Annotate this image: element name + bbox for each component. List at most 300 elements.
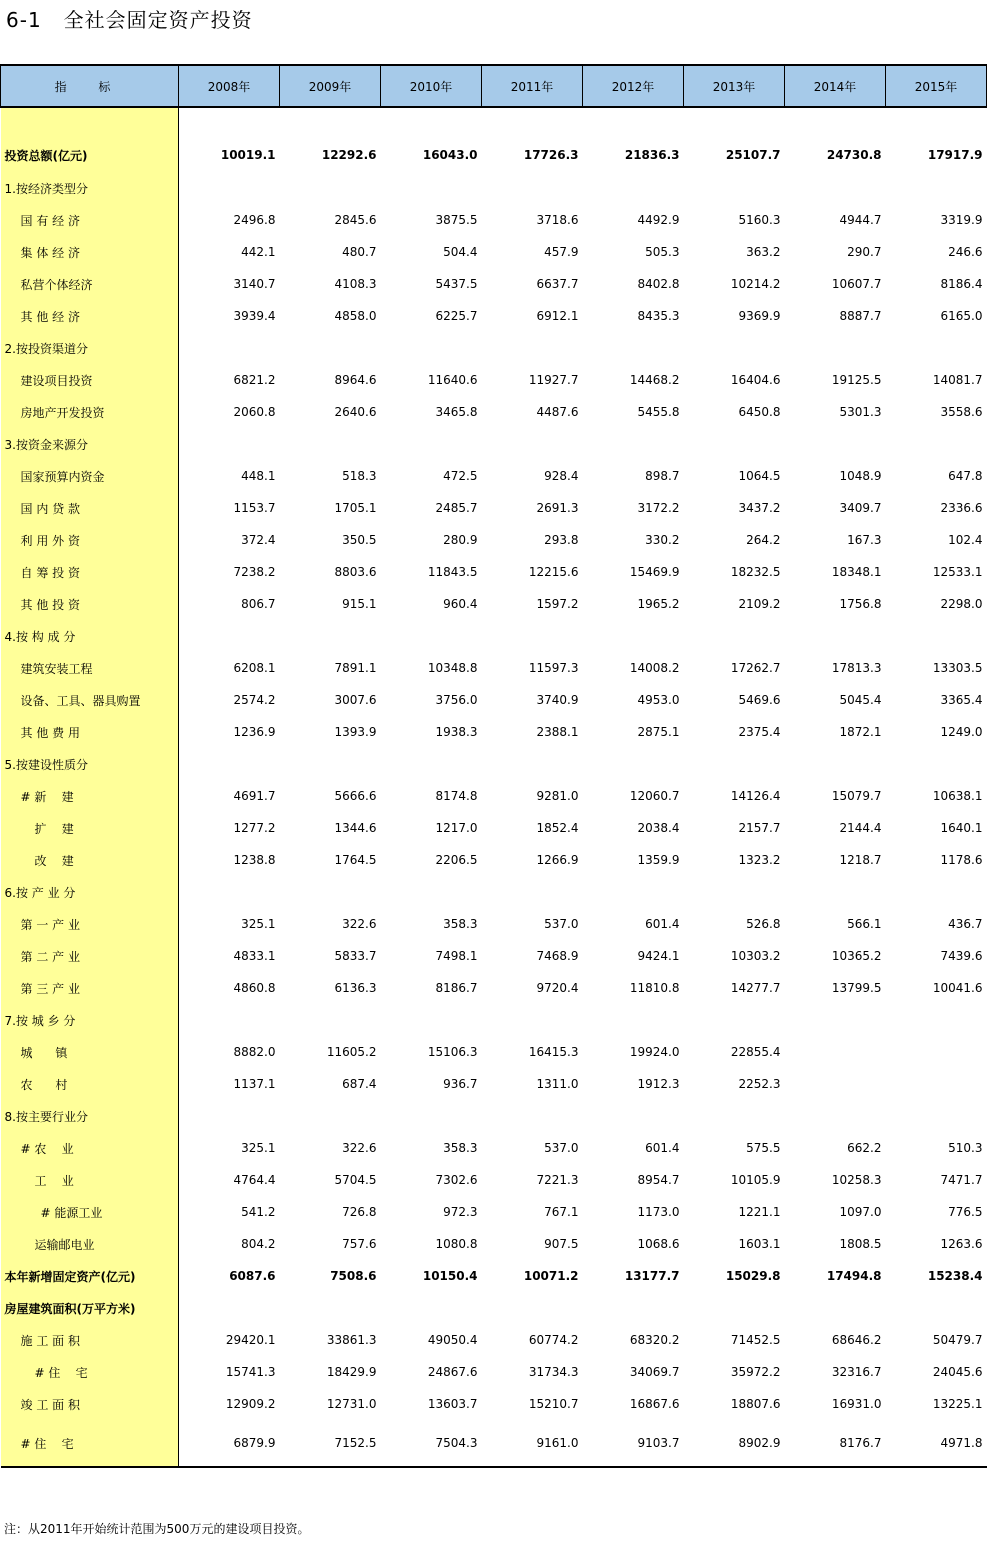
row-value: 7891.1 [334, 661, 377, 675]
row-value [583, 1292, 684, 1324]
spacer-row [1, 107, 987, 138]
row-value: 32316.7 [831, 1365, 882, 1379]
row-value: 17917.9 [927, 148, 983, 162]
table-row [1, 652, 987, 684]
row-value: 6165.0 [940, 309, 983, 323]
row-label: 第 三 产 业 [1, 972, 179, 1004]
row-value: 12060.7 [629, 789, 680, 803]
row-value: 4764.4 [233, 1173, 276, 1187]
row-value: 1640.1 [940, 821, 983, 835]
row-value [179, 1004, 280, 1036]
row-value: 2206.5 [435, 853, 478, 867]
row-value: 2252.3 [738, 1077, 781, 1091]
row-value: 9720.4 [536, 981, 579, 995]
row-value: 10105.9 [730, 1173, 781, 1187]
header-indicator: 指 标 [1, 65, 179, 107]
row-value: 5301.3 [839, 405, 882, 419]
row-value: 2388.1 [536, 725, 579, 739]
row-value: 7498.1 [435, 949, 478, 963]
row-value: 16043.0 [422, 148, 478, 162]
row-value: 5160.3 [738, 213, 781, 227]
row-value [886, 876, 987, 908]
row-value: 1097.0 [839, 1205, 882, 1219]
row-value [381, 172, 482, 204]
row-value: 7508.6 [330, 1269, 377, 1283]
row-label: 建设项目投资 [1, 364, 179, 396]
row-label: 房地产开发投资 [1, 396, 179, 428]
table-row [1, 428, 987, 460]
row-value: 6087.6 [229, 1269, 276, 1283]
row-value: 5045.4 [839, 693, 882, 707]
row-value [381, 332, 482, 364]
row-value: 358.3 [443, 917, 478, 931]
row-value [179, 172, 280, 204]
table-body [1, 107, 987, 1467]
row-value: 1965.2 [637, 597, 680, 611]
row-value [381, 876, 482, 908]
spacer-cell [280, 107, 381, 138]
header-year: 2010年 [381, 65, 482, 107]
row-value: 6879.9 [179, 1420, 280, 1467]
row-value: 5455.8 [637, 405, 680, 419]
row-value: 24045.6 [932, 1365, 983, 1379]
row-value: 541.2 [241, 1205, 276, 1219]
table-row [1, 844, 987, 876]
row-value [886, 1292, 987, 1324]
row-value: 3437.2 [738, 501, 781, 515]
row-value: 8435.3 [637, 309, 680, 323]
row-value: 3465.8 [435, 405, 478, 419]
row-label: 国 内 贷 款 [1, 492, 179, 524]
table-row [1, 138, 987, 172]
row-value [280, 620, 381, 652]
row-value: 13799.5 [831, 981, 882, 995]
row-value: 68320.2 [629, 1333, 680, 1347]
row-value: 1323.2 [738, 853, 781, 867]
row-value: 7302.6 [435, 1173, 478, 1187]
row-label: 本年新增固定资产(亿元) [1, 1260, 179, 1292]
row-value: 3319.9 [940, 213, 983, 227]
row-value [280, 748, 381, 780]
row-label: 1.按经济类型分 [1, 172, 179, 204]
row-value: 575.5 [746, 1141, 781, 1155]
row-value: 13303.5 [932, 661, 983, 675]
investment-table [0, 64, 987, 1468]
row-value: 2109.2 [738, 597, 781, 611]
row-value: 960.4 [443, 597, 478, 611]
row-value: 10041.6 [932, 981, 983, 995]
header-year: 2008年 [179, 65, 280, 107]
row-value: 4691.7 [233, 789, 276, 803]
row-value: 2157.7 [738, 821, 781, 835]
row-value [179, 620, 280, 652]
row-label: 2.按投资渠道分 [1, 332, 179, 364]
row-label: 设备、工具、器具购置 [1, 684, 179, 716]
row-value: 14126.4 [730, 789, 781, 803]
row-value: 17726.3 [523, 148, 579, 162]
row-value: 16867.6 [629, 1397, 680, 1411]
row-value [684, 428, 785, 460]
row-label: 房屋建筑面积(万平方米) [1, 1292, 179, 1324]
row-value: 1808.5 [839, 1237, 882, 1251]
row-value: 1236.9 [233, 725, 276, 739]
header-year: 2013年 [684, 65, 785, 107]
row-value [583, 748, 684, 780]
row-value [280, 1292, 381, 1324]
row-value: 4971.8 [886, 1420, 987, 1467]
row-label: 工 业 [1, 1164, 179, 1196]
row-value: 6208.1 [233, 661, 276, 675]
row-value: 15029.8 [725, 1269, 781, 1283]
row-value: 33861.3 [326, 1333, 377, 1347]
row-value: 5437.5 [435, 277, 478, 291]
row-value: 15238.4 [927, 1269, 983, 1283]
table-row [1, 940, 987, 972]
row-label: 竣 工 面 积 [1, 1388, 179, 1420]
row-value: 3172.2 [637, 501, 680, 515]
row-value: 7238.2 [233, 565, 276, 579]
table-row [1, 1388, 987, 1420]
row-value [179, 1100, 280, 1132]
table-row [1, 1100, 987, 1132]
row-label: 其 他 费 用 [1, 716, 179, 748]
row-value: 16931.0 [831, 1397, 882, 1411]
row-value: 50479.7 [932, 1333, 983, 1347]
row-value [785, 1036, 886, 1068]
row-value: 11927.7 [528, 373, 579, 387]
row-value [583, 332, 684, 364]
row-value: 601.4 [645, 1141, 680, 1155]
row-value: 767.1 [544, 1205, 579, 1219]
row-value: 4492.9 [637, 213, 680, 227]
row-value: 13603.7 [427, 1397, 478, 1411]
row-value: 4860.8 [233, 981, 276, 995]
row-value: 31734.3 [528, 1365, 579, 1379]
row-label: 5.按建设性质分 [1, 748, 179, 780]
row-value [482, 748, 583, 780]
row-value: 537.0 [544, 917, 579, 931]
row-value [886, 1068, 987, 1100]
row-value [482, 332, 583, 364]
row-value: 804.2 [241, 1237, 276, 1251]
row-value: 19125.5 [831, 373, 882, 387]
row-value: 18429.9 [326, 1365, 377, 1379]
row-value: 9281.0 [536, 789, 579, 803]
row-value: 7221.3 [536, 1173, 579, 1187]
row-value: 10019.1 [220, 148, 276, 162]
row-value: 10258.3 [831, 1173, 882, 1187]
row-value: 1603.1 [738, 1237, 781, 1251]
row-value: 928.4 [544, 469, 579, 483]
row-value [886, 332, 987, 364]
table-row [1, 396, 987, 428]
row-value: 325.1 [241, 917, 276, 931]
row-value [785, 332, 886, 364]
row-value: 11640.6 [427, 373, 478, 387]
table-row [1, 1036, 987, 1068]
row-value: 518.3 [342, 469, 377, 483]
row-label: 扩 建 [1, 812, 179, 844]
row-label: 运输邮电业 [1, 1228, 179, 1260]
row-value: 2496.8 [233, 213, 276, 227]
row-value: 537.0 [544, 1141, 579, 1155]
row-value: 9103.7 [583, 1420, 684, 1467]
row-label: 其 他 投 资 [1, 588, 179, 620]
row-value: 15210.7 [528, 1397, 579, 1411]
spacer-cell [482, 107, 583, 138]
row-value: 167.3 [847, 533, 882, 547]
row-value: 2298.0 [940, 597, 983, 611]
row-value: 10348.8 [427, 661, 478, 675]
row-value [583, 620, 684, 652]
row-value: 1048.9 [839, 469, 882, 483]
row-value: 8176.7 [785, 1420, 886, 1467]
row-value: 6912.1 [536, 309, 579, 323]
spacer-cell [785, 107, 886, 138]
row-value [482, 620, 583, 652]
row-value: 1344.6 [334, 821, 377, 835]
row-value: 71452.5 [730, 1333, 781, 1347]
row-value: 322.6 [342, 917, 377, 931]
row-value: 1221.1 [738, 1205, 781, 1219]
row-value [381, 428, 482, 460]
row-value [381, 620, 482, 652]
row-value: 10638.1 [932, 789, 983, 803]
row-value: 18807.6 [730, 1397, 781, 1411]
row-value: 3365.4 [940, 693, 983, 707]
row-value: 60774.2 [528, 1333, 579, 1347]
table-row [1, 748, 987, 780]
row-value: 14081.7 [932, 373, 983, 387]
row-value: 907.5 [544, 1237, 579, 1251]
row-value: 10365.2 [831, 949, 882, 963]
row-value: 687.4 [342, 1077, 377, 1091]
row-value: 14008.2 [629, 661, 680, 675]
row-value: 9424.1 [637, 949, 680, 963]
row-value: 6637.7 [536, 277, 579, 291]
row-value [280, 172, 381, 204]
row-value: 1266.9 [536, 853, 579, 867]
table-row [1, 1004, 987, 1036]
row-value: 16404.6 [730, 373, 781, 387]
row-value: 13225.1 [932, 1397, 983, 1411]
row-label: 第 二 产 业 [1, 940, 179, 972]
table-row [1, 1228, 987, 1260]
row-value: 1912.3 [637, 1077, 680, 1091]
row-value [684, 1004, 785, 1036]
header-row [1, 65, 987, 107]
row-value: 9369.9 [738, 309, 781, 323]
row-value: 1218.7 [839, 853, 882, 867]
row-value [785, 1100, 886, 1132]
row-value: 601.4 [645, 917, 680, 931]
spacer-cell [583, 107, 684, 138]
row-value: 10150.4 [422, 1269, 478, 1283]
row-value: 10303.2 [730, 949, 781, 963]
row-value: 22855.4 [730, 1045, 781, 1059]
row-value: 1263.6 [940, 1237, 983, 1251]
row-value: 3718.6 [536, 213, 579, 227]
row-value [482, 1292, 583, 1324]
row-value: 1311.0 [536, 1077, 579, 1091]
table-row [1, 172, 987, 204]
row-value [785, 748, 886, 780]
row-value: 898.7 [645, 469, 680, 483]
row-label: 建筑安装工程 [1, 652, 179, 684]
row-value: 8882.0 [233, 1045, 276, 1059]
row-value: 12215.6 [528, 565, 579, 579]
row-value [381, 1292, 482, 1324]
row-label: 投资总额(亿元) [1, 138, 179, 172]
table-row [1, 1420, 987, 1467]
row-value: 5833.7 [334, 949, 377, 963]
header-year: 2014年 [785, 65, 886, 107]
row-value: 2038.4 [637, 821, 680, 835]
row-value: 1277.2 [233, 821, 276, 835]
row-value: 776.5 [948, 1205, 983, 1219]
row-label: # 住 宅 [1, 1356, 179, 1388]
row-value: 325.1 [241, 1141, 276, 1155]
row-value [684, 332, 785, 364]
row-value: 280.9 [443, 533, 478, 547]
row-value: 936.7 [443, 1077, 478, 1091]
row-value: 8902.9 [684, 1420, 785, 1467]
row-value: 457.9 [544, 245, 579, 259]
row-value: 24867.6 [427, 1365, 478, 1379]
row-label: 6.按 产 业 分 [1, 876, 179, 908]
row-value: 1068.6 [637, 1237, 680, 1251]
row-value [886, 428, 987, 460]
row-value: 472.5 [443, 469, 478, 483]
row-value: 290.7 [847, 245, 882, 259]
row-value [886, 1004, 987, 1036]
table-row [1, 1356, 987, 1388]
row-value: 726.8 [342, 1205, 377, 1219]
row-value: 3740.9 [536, 693, 579, 707]
row-label: 施 工 面 积 [1, 1324, 179, 1356]
row-value: 8954.7 [637, 1173, 680, 1187]
row-label: 自 筹 投 资 [1, 556, 179, 588]
row-value: 3756.0 [435, 693, 478, 707]
row-value: 10214.2 [730, 277, 781, 291]
row-value: 8964.6 [334, 373, 377, 387]
row-label: 私营个体经济 [1, 268, 179, 300]
row-value: 293.8 [544, 533, 579, 547]
header-year: 2011年 [482, 65, 583, 107]
table-row [1, 236, 987, 268]
row-value: 7439.6 [940, 949, 983, 963]
row-value [583, 428, 684, 460]
row-value [886, 1100, 987, 1132]
row-value: 7471.7 [940, 1173, 983, 1187]
table-row [1, 268, 987, 300]
row-value: 2640.6 [334, 405, 377, 419]
row-value: 5666.6 [334, 789, 377, 803]
spacer-cell [381, 107, 482, 138]
row-value: 8186.4 [940, 277, 983, 291]
row-value [886, 1036, 987, 1068]
row-value: 17494.8 [826, 1269, 882, 1283]
row-value [482, 1004, 583, 1036]
row-value [482, 428, 583, 460]
row-value [381, 1004, 482, 1036]
row-value: 4833.1 [233, 949, 276, 963]
row-value: 8174.8 [435, 789, 478, 803]
row-value: 1064.5 [738, 469, 781, 483]
row-label: 农 村 [1, 1068, 179, 1100]
row-label: # 住 宅 [1, 1420, 179, 1467]
row-value: 2144.4 [839, 821, 882, 835]
row-value: 442.1 [241, 245, 276, 259]
row-value: 448.1 [241, 469, 276, 483]
row-value: 1178.6 [940, 853, 983, 867]
header-year: 2012年 [583, 65, 684, 107]
table-row [1, 1132, 987, 1164]
table-row [1, 300, 987, 332]
row-value: 34069.7 [629, 1365, 680, 1379]
row-value: 7468.9 [536, 949, 579, 963]
row-value: 15469.9 [629, 565, 680, 579]
row-value: 3558.6 [940, 405, 983, 419]
row-label: 集 体 经 济 [1, 236, 179, 268]
row-label: 国 有 经 济 [1, 204, 179, 236]
row-value: 2375.4 [738, 725, 781, 739]
row-value: 2485.7 [435, 501, 478, 515]
row-value [583, 1100, 684, 1132]
row-value: 11605.2 [326, 1045, 377, 1059]
row-value [179, 1292, 280, 1324]
table-row [1, 1260, 987, 1292]
table-row [1, 716, 987, 748]
table-row [1, 1292, 987, 1324]
row-value: 7504.3 [381, 1420, 482, 1467]
row-value: 102.4 [948, 533, 983, 547]
row-value: 21836.3 [624, 148, 680, 162]
row-value: 1217.0 [435, 821, 478, 835]
row-value: 566.1 [847, 917, 882, 931]
row-value [179, 748, 280, 780]
row-value: 8887.7 [839, 309, 882, 323]
row-label: # 能源工业 [1, 1196, 179, 1228]
row-value: 480.7 [342, 245, 377, 259]
row-value: 505.3 [645, 245, 680, 259]
row-value: 5469.6 [738, 693, 781, 707]
row-label: 第 一 产 业 [1, 908, 179, 940]
row-value: 11843.5 [427, 565, 478, 579]
row-value [785, 876, 886, 908]
row-value: 1359.9 [637, 853, 680, 867]
spacer-cell [1, 107, 179, 138]
row-value: 4108.3 [334, 277, 377, 291]
row-value: 436.7 [948, 917, 983, 931]
row-value: 12292.6 [321, 148, 377, 162]
row-value [886, 172, 987, 204]
row-value [684, 1100, 785, 1132]
row-value: 11597.3 [528, 661, 579, 675]
row-value: 3939.4 [233, 309, 276, 323]
row-value: 1080.8 [435, 1237, 478, 1251]
row-value [280, 1100, 381, 1132]
row-value: 18348.1 [831, 565, 882, 579]
row-value: 15741.3 [225, 1365, 276, 1379]
row-value [482, 876, 583, 908]
row-value [684, 1292, 785, 1324]
row-value: 49050.4 [427, 1333, 478, 1347]
row-value [280, 1004, 381, 1036]
row-value [785, 172, 886, 204]
row-label: # 农 业 [1, 1132, 179, 1164]
row-value: 68646.2 [831, 1333, 882, 1347]
